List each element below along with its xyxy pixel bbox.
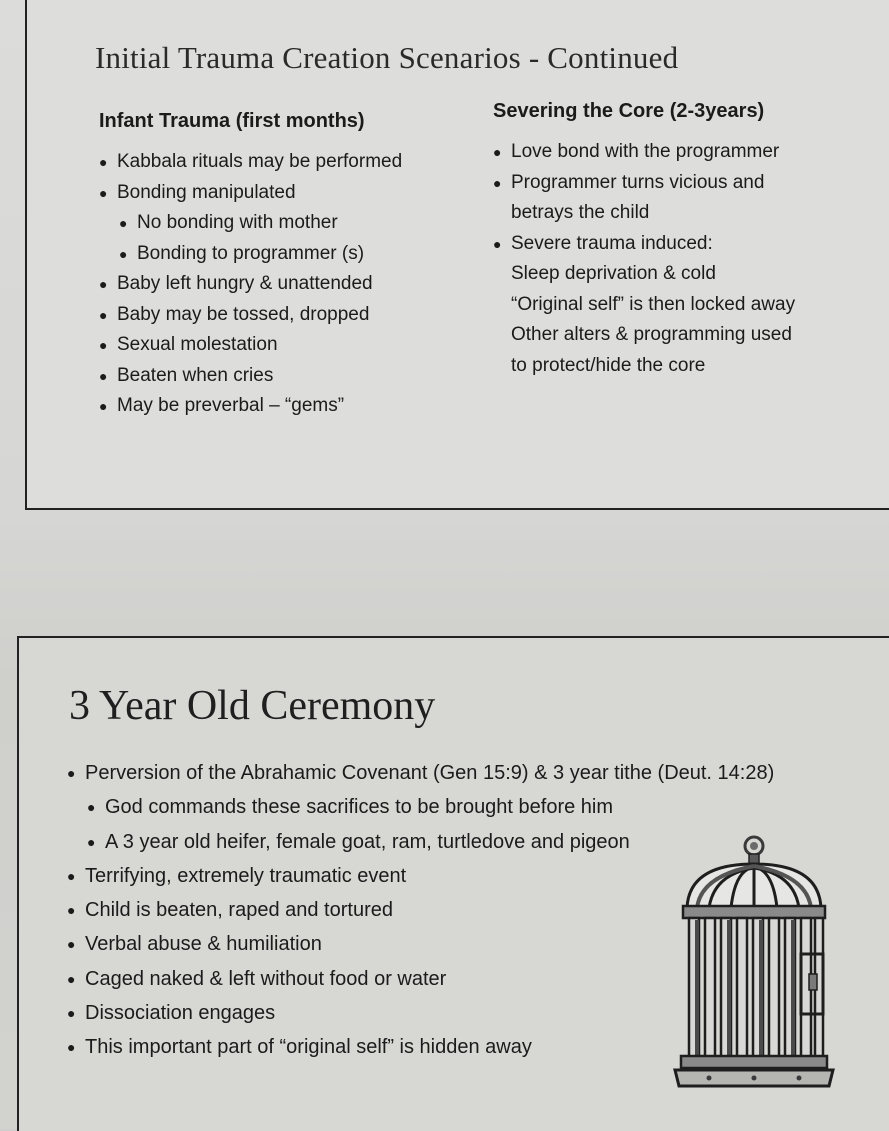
bullet-list — [493, 137, 888, 381]
list-item: ● Dissociation engages — [67, 996, 867, 1030]
bullet-list — [99, 147, 479, 422]
list-item: ● Beaten when cries — [99, 361, 479, 392]
list-item: ● This important part of “original self” is hidden away — [67, 1030, 867, 1064]
column-heading: Severing the Core (2-3years) — [493, 100, 765, 122]
severing-core-column — [493, 100, 888, 381]
bullet-icon: ● — [87, 799, 96, 816]
slide-title: 3 Year Old Ceremony — [69, 683, 436, 729]
list-subitem: ● God commands these sacrifices to be brought before him — [67, 790, 867, 824]
list-item: ● Kabbala rituals may be performed — [99, 147, 479, 178]
bullet-icon: ● — [67, 765, 76, 781]
bullet-icon: ● — [493, 235, 502, 252]
bullet-icon: ● — [99, 337, 108, 353]
list-item-continuation: Sleep deprivation & cold — [511, 263, 716, 284]
list-item-continuation: “Original self” is then locked away — [511, 293, 796, 315]
bullet-icon: ● — [99, 184, 108, 201]
list-item: ● Perversion of the Abrahamic Covenant (Gen 15:9) & 3 year tithe (Deut. 14:28) — [67, 756, 867, 790]
list-item: ● Terrifying, extremely traumatic event — [67, 859, 867, 893]
list-item: ● Verbal abuse & humiliation — [67, 927, 867, 961]
bullet-icon: ● — [99, 306, 108, 323]
bullet-icon: ● — [67, 970, 76, 987]
bullet-icon: ● — [119, 245, 128, 262]
list-item: ● Caged naked & left without food or water — [67, 962, 867, 996]
list-subitem: ● A 3 year old heifer, female goat, ram, turtledove and pigeon — [67, 825, 867, 859]
list-item: ● Love bond with the programmer — [493, 137, 888, 168]
bullet-icon: ● — [99, 367, 108, 384]
list-item: ● Programmer turns vicious and — [493, 168, 888, 199]
list-item: ● Baby left hungry & unattended — [99, 269, 479, 300]
slide-title: Initial Trauma Creation Scenarios - Continued — [95, 40, 679, 75]
bullet-icon: ● — [87, 833, 96, 850]
bullet-icon: ● — [99, 398, 108, 414]
list-item: ● Bonding manipulated — [99, 178, 479, 209]
list-item-continuation: to protect/hide the core — [511, 354, 706, 376]
list-item: ● Baby may be tossed, dropped — [99, 300, 479, 331]
list-subitem: ● No bonding with mother — [99, 208, 479, 239]
column-heading: Infant Trauma (first months) — [99, 110, 365, 132]
list-item: ● Severe trauma induced: — [493, 229, 888, 260]
list-item-continuation: betrays the child — [511, 202, 650, 223]
bullet-icon: ● — [67, 902, 76, 919]
birdcage-icon — [669, 834, 839, 1090]
bullet-icon: ● — [67, 867, 76, 884]
bullet-icon: ● — [67, 1005, 76, 1022]
bullet-icon: ● — [67, 936, 76, 953]
infant-trauma-column — [99, 100, 479, 422]
list-item: ● Sexual molestation — [99, 330, 479, 361]
list-subitem: ● Bonding to programmer (s) — [99, 239, 479, 270]
list-item-continuation: Other alters & programming used — [511, 324, 792, 345]
list-item: ● Child is beaten, raped and tortured — [67, 893, 867, 927]
bullet-icon: ● — [493, 144, 502, 160]
bullet-icon: ● — [119, 215, 128, 231]
bullet-icon: ● — [99, 276, 108, 292]
bullet-icon: ● — [67, 1039, 76, 1056]
list-item: ● May be preverbal – “gems” — [99, 391, 479, 422]
bullet-icon: ● — [493, 174, 502, 191]
slide-trauma-scenarios — [25, 0, 889, 510]
bullet-icon: ● — [99, 154, 108, 170]
slide-three-year-ceremony — [17, 636, 889, 1131]
